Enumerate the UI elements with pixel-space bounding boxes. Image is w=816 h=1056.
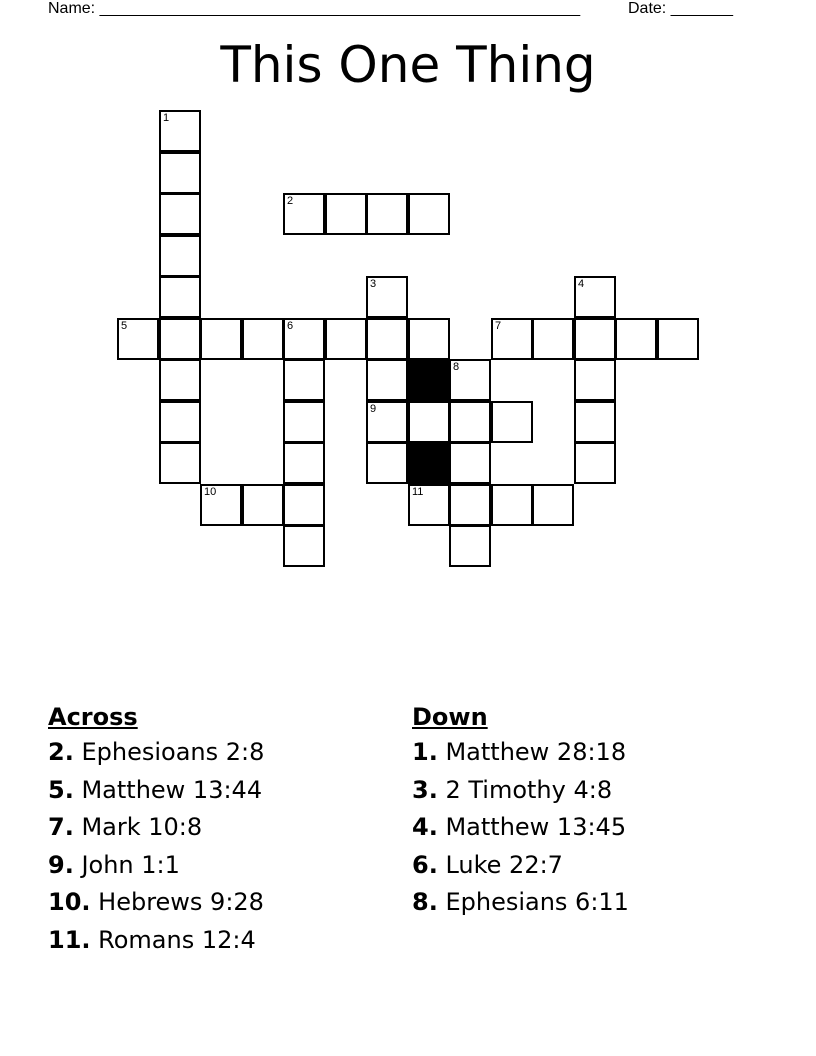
grid-cell[interactable] bbox=[574, 276, 616, 318]
clue-num: 1. bbox=[412, 738, 438, 766]
grid-cell[interactable] bbox=[408, 193, 450, 235]
clue-text: Luke 22:7 bbox=[437, 850, 563, 879]
name-field-label: Name: ______________________________________________________ bbox=[48, 0, 581, 17]
grid-cell[interactable] bbox=[449, 401, 491, 443]
grid-cell[interactable] bbox=[159, 442, 201, 484]
clue-text: Matthew 28:18 bbox=[437, 738, 627, 766]
down-clue bbox=[412, 734, 629, 772]
clue-number: 9 bbox=[370, 403, 377, 415]
grid-cell[interactable] bbox=[283, 484, 325, 526]
clue-text: Ephesians 6:11 bbox=[437, 888, 629, 916]
down-clue-list bbox=[412, 734, 629, 922]
clue-text: Matthew 13:44 bbox=[73, 775, 263, 804]
down-clue bbox=[412, 809, 629, 847]
grid-block-cell bbox=[408, 359, 450, 401]
clue-number: 4 bbox=[578, 278, 585, 290]
clue-number: 8 bbox=[453, 361, 460, 373]
grid-cell[interactable] bbox=[159, 193, 201, 235]
across-clue bbox=[48, 734, 264, 772]
grid-block-cell bbox=[408, 442, 450, 484]
clue-text: Matthew 13:45 bbox=[437, 813, 627, 841]
down-clue bbox=[412, 884, 629, 922]
grid-cell[interactable] bbox=[491, 484, 533, 526]
grid-cell[interactable] bbox=[200, 318, 242, 360]
clue-text: Hebrews 9:28 bbox=[90, 888, 264, 916]
grid-cell[interactable] bbox=[408, 484, 450, 526]
clue-text: Romans 12:4 bbox=[90, 925, 256, 954]
down-clue bbox=[412, 847, 629, 885]
grid-cell[interactable] bbox=[574, 442, 616, 484]
clue-num: 11. bbox=[48, 925, 91, 954]
grid-cell[interactable] bbox=[657, 318, 699, 360]
clue-number: 3 bbox=[370, 278, 377, 290]
grid-cell[interactable] bbox=[283, 193, 325, 235]
across-clue bbox=[48, 884, 264, 922]
clue-text: Ephesioans 2:8 bbox=[73, 738, 265, 766]
clue-num: 8. bbox=[412, 888, 438, 916]
clue-num: 6. bbox=[412, 850, 438, 879]
clue-num: 10. bbox=[48, 888, 91, 916]
clue-num: 2. bbox=[48, 738, 74, 766]
grid-cell[interactable] bbox=[532, 318, 574, 360]
grid-cell[interactable] bbox=[449, 484, 491, 526]
grid-cell[interactable] bbox=[491, 401, 533, 443]
grid-cell[interactable] bbox=[366, 276, 408, 318]
grid-cell[interactable] bbox=[366, 359, 408, 401]
grid-cell[interactable] bbox=[325, 318, 367, 360]
clue-text: 2 Timothy 4:8 bbox=[437, 775, 613, 804]
grid-cell[interactable] bbox=[574, 401, 616, 443]
grid-cell[interactable] bbox=[159, 235, 201, 277]
grid-cell[interactable] bbox=[408, 318, 450, 360]
clue-number: 10 bbox=[204, 486, 217, 498]
grid-cell[interactable] bbox=[159, 359, 201, 401]
clue-num: 5. bbox=[48, 775, 74, 804]
across-clue bbox=[48, 847, 264, 885]
grid-cell[interactable] bbox=[242, 484, 284, 526]
grid-cell[interactable] bbox=[574, 318, 616, 360]
grid-cell[interactable] bbox=[449, 359, 491, 401]
grid-cell[interactable] bbox=[615, 318, 657, 360]
grid-cell[interactable] bbox=[159, 276, 201, 318]
down-clues bbox=[412, 700, 629, 922]
grid-cell[interactable] bbox=[532, 484, 574, 526]
clue-number: 6 bbox=[287, 320, 294, 332]
puzzle-title: This One Thing bbox=[220, 36, 596, 94]
grid-cell[interactable] bbox=[159, 318, 201, 360]
grid-cell[interactable] bbox=[159, 152, 201, 194]
clue-num: 3. bbox=[412, 775, 438, 804]
clue-text: Mark 10:8 bbox=[73, 813, 203, 841]
down-clue bbox=[412, 772, 629, 810]
date-field-label: Date: _______ bbox=[628, 0, 733, 17]
grid-cell[interactable] bbox=[283, 442, 325, 484]
grid-cell[interactable] bbox=[117, 318, 159, 360]
clue-num: 9. bbox=[48, 850, 74, 879]
grid-cell[interactable] bbox=[491, 318, 533, 360]
across-clues bbox=[48, 700, 264, 959]
across-clue bbox=[48, 772, 264, 810]
clue-number: 11 bbox=[412, 486, 424, 498]
grid-cell[interactable] bbox=[366, 193, 408, 235]
clue-number: 2 bbox=[287, 195, 294, 207]
across-heading: Across bbox=[48, 703, 138, 731]
grid-cell[interactable] bbox=[408, 401, 450, 443]
clue-number: 1 bbox=[163, 112, 170, 124]
clue-num: 7. bbox=[48, 813, 74, 841]
grid-cell[interactable] bbox=[574, 359, 616, 401]
grid-cell[interactable] bbox=[366, 401, 408, 443]
grid-cell[interactable] bbox=[159, 110, 201, 152]
clue-num: 4. bbox=[412, 813, 438, 841]
grid-cell[interactable] bbox=[283, 318, 325, 360]
grid-cell[interactable] bbox=[283, 525, 325, 567]
clue-text: John 1:1 bbox=[73, 850, 180, 879]
clue-number: 7 bbox=[495, 320, 502, 332]
grid-cell[interactable] bbox=[159, 401, 201, 443]
grid-cell[interactable] bbox=[366, 442, 408, 484]
grid-cell[interactable] bbox=[200, 484, 242, 526]
grid-cell[interactable] bbox=[366, 318, 408, 360]
clue-number: 5 bbox=[121, 320, 128, 332]
grid-cell[interactable] bbox=[449, 442, 491, 484]
grid-cell[interactable] bbox=[283, 401, 325, 443]
grid-cell[interactable] bbox=[283, 359, 325, 401]
grid-cell[interactable] bbox=[242, 318, 284, 360]
across-clue bbox=[48, 809, 264, 847]
grid-cell[interactable] bbox=[325, 193, 367, 235]
across-clue bbox=[48, 922, 264, 960]
down-heading: Down bbox=[412, 703, 488, 731]
across-clue-list bbox=[48, 734, 264, 959]
grid-cell[interactable] bbox=[449, 525, 491, 567]
